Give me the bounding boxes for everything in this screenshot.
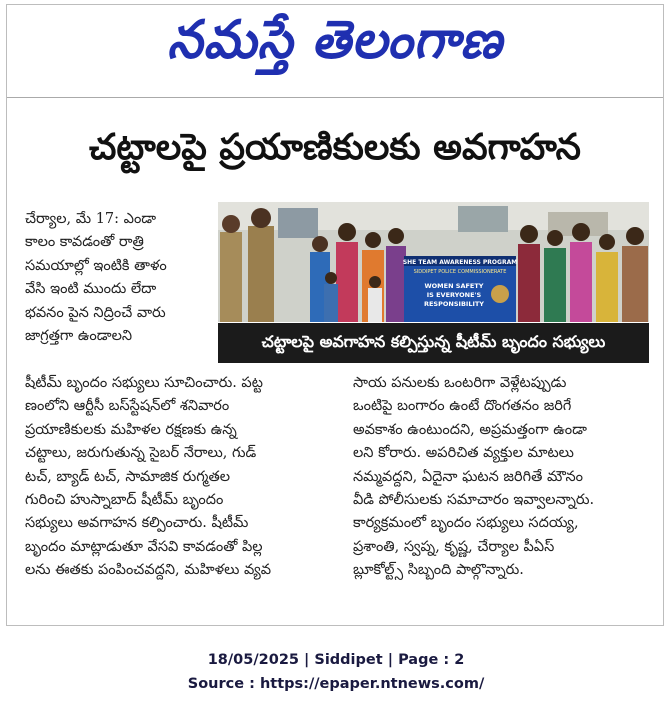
headline-text: చట్టాలపై ప్రయాణికులకు అవగాహన	[89, 127, 581, 168]
article-line: సభ్యులు అవగాహన కల్పించారు. షీటీమ్	[25, 515, 249, 532]
masthead-title: నమస్తే తెలంగాణ	[167, 8, 503, 70]
article-line: బృందం మాట్లాడుతూ వేసవి కావడంతో పిల్ల	[25, 538, 263, 555]
article-line: ఒంటిపై బంగారం ఉంటే దొంగతనం జరిగే	[353, 398, 572, 415]
article-line: చేర్యాల, మే 17: ఎండా	[25, 211, 157, 227]
banner-line: IS EVERYONE'S	[426, 291, 482, 299]
footer-source-line: Source : https://epaper.ntnews.com/	[187, 676, 485, 692]
headline	[7, 123, 663, 181]
article-line: సమయాల్లో ఇంటికి తాళం	[25, 257, 167, 274]
article-line: గురించి హుస్నాబాద్ షీటీమ్ బృందం	[25, 492, 224, 509]
article-line: షీటీమ్ బృందం సభ్యులు సూచించారు. పట్ట	[25, 375, 263, 391]
banner-title: SHE TEAM AWARENESS PROGRAM	[402, 259, 518, 266]
banner-subtitle: SIDDIPET POLICE COMMISSIONERATE	[413, 269, 507, 275]
masthead-divider	[7, 97, 663, 98]
footer	[0, 648, 672, 696]
article-line: వీడి పోలీసులకు సమాచారం ఇవ్వాలన్నారు.	[353, 492, 595, 509]
article-line: లని కోరారు. అపరిచిత వ్యక్తుల మాటలు	[353, 445, 574, 462]
photo-caption	[218, 323, 649, 363]
article-lead-column	[25, 208, 213, 348]
article-line: నమ్మవద్దని, ఏదైనా ఘటన జరిగితే మౌనం	[353, 468, 584, 485]
banner-line: RESPONSIBILITY	[423, 300, 485, 308]
article-line: వేసి ఇంటి ముందు లేదా	[25, 281, 157, 298]
article-line: కాలం కావడంతో రాత్రి	[25, 234, 144, 251]
article-line: ప్రశాంతి, స్వప్న, కృష్ణ, చేర్యాల పీఏస్	[353, 538, 555, 555]
article-line: అవకాశం ఉంటుందని, అప్రమత్తంగా ఉండా	[353, 421, 587, 438]
footer-date-line: 18/05/2025 | Siddipet | Page : 2	[207, 652, 465, 668]
article-line: ప్రయాణికులకు మహిళల రక్షణకు ఉన్న	[25, 421, 237, 438]
article-line: కార్యక్రమంలో బృందం సభ్యులు సదయ్య,	[353, 515, 579, 532]
article-right-column	[353, 372, 653, 583]
photo-illustration	[218, 202, 649, 322]
article-line: ణంలోని ఆర్టీసీ బస్‌స్టేషన్‌లో శనివారం	[25, 398, 230, 415]
newspaper-clipping	[6, 4, 664, 626]
article-line: భవనం పైన నిద్రించే వారు	[25, 304, 166, 321]
masthead	[7, 9, 663, 83]
article-left-column	[25, 372, 345, 583]
article-line: జాగ్రత్తగా ఉండాలని	[25, 328, 133, 345]
article-line: సాయ పనులకు ఒంటరిగా వెళ్లేటప్పుడు	[353, 375, 567, 391]
article-line: లను ఈతకు పంపించవద్దని, మహిళలు వ్యవ	[25, 562, 272, 579]
news-photo	[218, 202, 649, 322]
article-line: బ్లూకోల్ట్స్ సిబ్బంది పాల్గొన్నారు.	[353, 562, 524, 579]
banner-line: WOMEN SAFETY	[424, 282, 484, 290]
photo-caption-text: చట్టాలపై అవగాహన కల్పిస్తున్న షీటీమ్ బృందం సభ్యులు	[261, 331, 606, 351]
article-line: టచ్, బ్యాడ్ టచ్, సామాజిక రుగ్మతల	[25, 468, 231, 485]
article-line: చట్టాలు, జరుగుతున్న సైబర్ నేరాలు, గుడ్	[25, 445, 257, 462]
